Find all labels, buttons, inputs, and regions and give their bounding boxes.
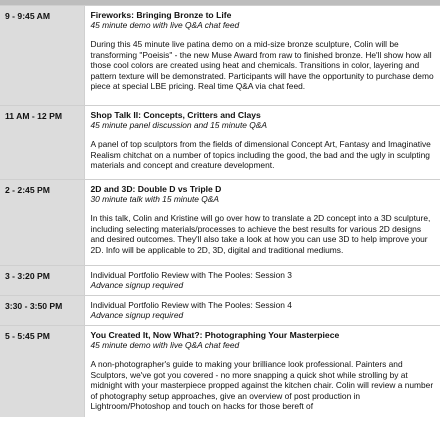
session-time: 9 - 9:45 AM	[0, 6, 84, 106]
schedule-row	[0, 326, 440, 417]
session-format: 45 minute panel discussion and 15 minute Q&A	[90, 120, 267, 130]
session-title: You Created It, Now What?: Photographing Your Masterpiece	[90, 330, 340, 340]
session-time: 3:30 - 3:50 PM	[0, 296, 84, 326]
session-description: During this 45 minute live patina demo on a mid-size bronze sculpture, Colin will be transforming "Poeisis" - the new Muse Award from raw to finished bronze. He'll show how all those cool colors are created using heat and chemicals. Transitions in color, layering and pattern texture will be demonstrated. Participants will have the opportunity to purchase demo piece at special LBE pricing. Real time Q&A via chat feed.	[90, 39, 434, 92]
session-format: 30 minute talk with 15 minute Q&A	[90, 194, 219, 204]
session-details	[84, 296, 440, 326]
schedule-row	[0, 180, 440, 266]
schedule-row	[0, 6, 440, 106]
session-title: Individual Portfolio Review with The Pooles: Session 4	[90, 300, 292, 310]
session-time: 2 - 2:45 PM	[0, 180, 84, 266]
session-time: 11 AM - 12 PM	[0, 106, 84, 180]
session-title: 2D and 3D: Double D vs Triple D	[90, 184, 222, 194]
session-details	[84, 266, 440, 296]
session-title: Shop Talk II: Concepts, Critters and Clays	[90, 110, 261, 120]
session-time: 5 - 5:45 PM	[0, 326, 84, 417]
schedule-row	[0, 296, 440, 326]
session-format: Advance signup required	[90, 310, 184, 320]
session-description: In this talk, Colin and Kristine will go over how to translate a 2D concept into a 3D sculpture, including selecting materials/processes to achieve the best results for various 2D designs and desired outcomes. They'll also take a look at how you can use 3D to help improve your 2D. Info will be applicable to 2D, 3D, digital and traditional mediums.	[90, 213, 431, 255]
session-title: Individual Portfolio Review with The Pooles: Session 3	[90, 270, 292, 280]
session-format: Advance signup required	[90, 280, 184, 290]
schedule-row	[0, 106, 440, 180]
session-format: 45 minute demo with live Q&A chat feed	[90, 340, 240, 350]
session-details	[84, 180, 440, 266]
session-time: 3 - 3:20 PM	[0, 266, 84, 296]
session-details	[84, 6, 440, 106]
session-title: Fireworks: Bringing Bronze to Life	[90, 10, 232, 20]
session-description: A non-photographer's guide to making your brilliance look professional. Painters and Sculptors, we've got you covered - no more snapping a quick shot while strolling by at midnight with your masterpiece propped against the kitchen chair. Colin will review a number of photography setup approaches, give an overview of post production in Lightroom/Photoshop and touch on hacks for those bereft of	[90, 359, 434, 412]
session-details	[84, 106, 440, 180]
schedule-table	[0, 5, 440, 417]
session-details	[84, 326, 440, 417]
session-description: A panel of top sculptors from the fields of dimensional Concept Art, Fantasy and Imaginative Realism chitchat on a number of topics including the good, the bad and the ugly in sculpting materials and concept and creature development.	[90, 139, 431, 171]
schedule-row	[0, 266, 440, 296]
session-format: 45 minute demo with live Q&A chat feed	[90, 20, 240, 30]
